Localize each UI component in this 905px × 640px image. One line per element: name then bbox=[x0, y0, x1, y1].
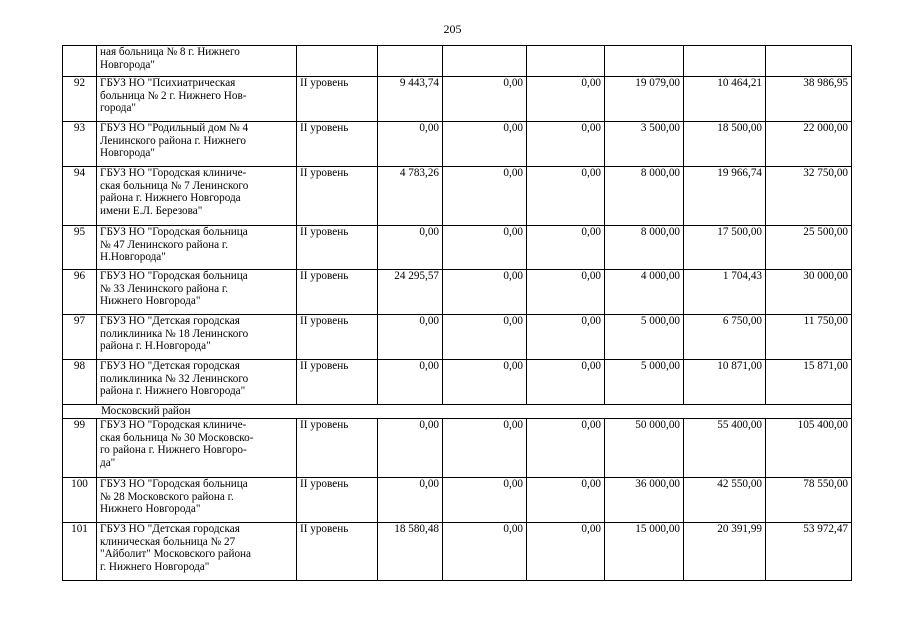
institution-name-line: поликлиника № 18 Ленинского bbox=[100, 327, 249, 340]
amount-col-3: 0,00 bbox=[527, 478, 605, 523]
amount-total: 11 750,00 bbox=[766, 315, 852, 360]
amount-col-2: 0,00 bbox=[443, 270, 527, 315]
amount-total: 105 400,00 bbox=[766, 419, 852, 478]
amount-total: 38 986,95 bbox=[766, 77, 852, 122]
row-number: 94 bbox=[63, 167, 97, 226]
amount-col-4: 5 000,00 bbox=[605, 315, 684, 360]
care-level: II уровень bbox=[297, 478, 378, 523]
table-row bbox=[63, 478, 852, 523]
care-level: II уровень bbox=[297, 77, 378, 122]
institution-name-line: ГБУЗ НО "Детская городская bbox=[100, 523, 240, 535]
amount-col-1: 9 443,74 bbox=[378, 77, 443, 122]
table-row bbox=[63, 360, 852, 405]
institution-name-line: ГБУЗ НО "Городская клиниче- bbox=[100, 167, 247, 179]
institution-name-line: ГБУЗ НО "Детская городская bbox=[100, 315, 240, 327]
table-row bbox=[63, 419, 852, 478]
institution-name bbox=[97, 226, 297, 270]
amount-col-2: 0,00 bbox=[443, 226, 527, 270]
institution-name-line: ная больница № 8 г. Нижнего bbox=[100, 46, 240, 58]
institution-name-line: имени Е.Л. Березова" bbox=[100, 204, 203, 217]
institution-name-line: Н.Новгорода" bbox=[100, 251, 166, 263]
institution-name bbox=[97, 360, 297, 405]
care-level: II уровень bbox=[297, 315, 378, 360]
amount-col-1: 4 783,26 bbox=[378, 167, 443, 226]
row-number: 92 bbox=[63, 77, 97, 122]
amount-col-4: 3 500,00 bbox=[605, 122, 684, 167]
row-number: 99 bbox=[63, 419, 97, 478]
institution-name-line: ГБУЗ НО "Городская больница bbox=[100, 226, 248, 238]
institution-name-line: поликлиника № 32 Ленинского bbox=[100, 372, 249, 385]
row-number: 93 bbox=[63, 122, 97, 167]
institution-name-line: г. Нижнего Новгорода" bbox=[100, 560, 210, 573]
amount-total: 78 550,00 bbox=[766, 478, 852, 523]
amount-col-4: 5 000,00 bbox=[605, 360, 684, 405]
table-body bbox=[63, 46, 852, 581]
institution-name-line: Новгорода" bbox=[100, 147, 155, 159]
amount-total: 53 972,47 bbox=[766, 523, 852, 581]
amount-col-5: 10 464,21 bbox=[684, 77, 766, 122]
care-level: II уровень bbox=[297, 270, 378, 315]
page-number: 205 bbox=[443, 22, 462, 36]
amount-col-1: 0,00 bbox=[378, 419, 443, 478]
table-row bbox=[63, 315, 852, 360]
amount-col-5: 6 750,00 bbox=[684, 315, 766, 360]
institution-name bbox=[97, 122, 297, 167]
amount-col-5: 1 704,43 bbox=[684, 270, 766, 315]
institution-name-line: ГБУЗ НО "Городская клиниче- bbox=[100, 419, 247, 431]
row-number: 100 bbox=[63, 478, 97, 523]
institution-name-line: ГБУЗ НО "Городская больница bbox=[100, 478, 248, 490]
institution-name-line: района г. Нижнего Новгорода" bbox=[100, 385, 246, 397]
table-row bbox=[63, 523, 852, 581]
institution-name-line: Новгорода" bbox=[100, 58, 155, 71]
amount-col-4: 8 000,00 bbox=[605, 226, 684, 270]
amount-col-5: 55 400,00 bbox=[684, 419, 766, 478]
amount-col-1 bbox=[378, 46, 443, 77]
institution-name bbox=[97, 46, 297, 77]
amount-col-5: 10 871,00 bbox=[684, 360, 766, 405]
amount-col-1: 0,00 bbox=[378, 360, 443, 405]
amount-col-5: 19 966,74 bbox=[684, 167, 766, 226]
institution-name-line: да" bbox=[100, 456, 116, 469]
amount-col-5: 20 391,99 bbox=[684, 523, 766, 581]
amount-col-1: 24 295,57 bbox=[378, 270, 443, 315]
amount-col-1: 0,00 bbox=[378, 122, 443, 167]
table-row bbox=[63, 270, 852, 315]
institution-name bbox=[97, 315, 297, 360]
amount-col-5 bbox=[684, 46, 766, 77]
amount-col-1: 18 580,48 bbox=[378, 523, 443, 581]
institution-name-line: Ленинского района г. Нижнего bbox=[100, 134, 247, 147]
amount-col-4: 19 079,00 bbox=[605, 77, 684, 122]
amount-total bbox=[766, 46, 852, 77]
institution-name-line: района г. Н.Новгорода" bbox=[100, 340, 211, 352]
table-row bbox=[63, 46, 852, 77]
table-row bbox=[63, 226, 852, 270]
amount-col-2: 0,00 bbox=[443, 478, 527, 523]
row-number: 101 bbox=[63, 523, 97, 581]
amount-col-2 bbox=[443, 46, 527, 77]
amount-total: 15 871,00 bbox=[766, 360, 852, 405]
institution-name-line: ГБУЗ НО "Городская больница bbox=[100, 270, 248, 282]
institution-name bbox=[97, 478, 297, 523]
institution-name bbox=[97, 167, 297, 226]
amount-col-2: 0,00 bbox=[443, 419, 527, 478]
amount-col-5: 42 550,00 bbox=[684, 478, 766, 523]
amount-col-2: 0,00 bbox=[443, 167, 527, 226]
amount-col-3: 0,00 bbox=[527, 419, 605, 478]
amount-col-2: 0,00 bbox=[443, 315, 527, 360]
row-number: 96 bbox=[63, 270, 97, 315]
district-row bbox=[63, 405, 852, 419]
funding-table bbox=[62, 45, 852, 581]
amount-col-2: 0,00 bbox=[443, 523, 527, 581]
institution-name bbox=[97, 523, 297, 581]
institution-name-line: "Айболит" Московского района bbox=[100, 548, 251, 560]
amount-col-1: 0,00 bbox=[378, 315, 443, 360]
institution-name-line: Нижнего Новгорода" bbox=[100, 503, 201, 515]
institution-name-line: ГБУЗ НО "Родильный дом № 4 bbox=[100, 122, 249, 134]
institution-name-line: Нижнего Новгорода" bbox=[100, 295, 201, 307]
institution-name-line: № 33 Ленинского района г. bbox=[100, 282, 229, 295]
institution-name-line: ская больница № 7 Ленинского bbox=[100, 179, 249, 192]
amount-col-5: 18 500,00 bbox=[684, 122, 766, 167]
amount-col-4: 8 000,00 bbox=[605, 167, 684, 226]
table-row bbox=[63, 122, 852, 167]
amount-col-3: 0,00 bbox=[527, 523, 605, 581]
amount-col-5: 17 500,00 bbox=[684, 226, 766, 270]
care-level: II уровень bbox=[297, 360, 378, 405]
care-level: II уровень bbox=[297, 167, 378, 226]
institution-name bbox=[97, 419, 297, 478]
district-name: Московский район bbox=[63, 405, 852, 419]
row-number bbox=[63, 46, 97, 77]
institution-name bbox=[97, 77, 297, 122]
amount-col-4: 36 000,00 bbox=[605, 478, 684, 523]
amount-col-3: 0,00 bbox=[527, 315, 605, 360]
amount-total: 30 000,00 bbox=[766, 270, 852, 315]
amount-col-3: 0,00 bbox=[527, 360, 605, 405]
table-row bbox=[63, 167, 852, 226]
amount-total: 25 500,00 bbox=[766, 226, 852, 270]
amount-col-2: 0,00 bbox=[443, 77, 527, 122]
amount-total: 32 750,00 bbox=[766, 167, 852, 226]
care-level bbox=[297, 46, 378, 77]
institution-name-line: района г. Нижнего Новгорода bbox=[100, 192, 241, 204]
row-number: 98 bbox=[63, 360, 97, 405]
amount-col-4: 50 000,00 bbox=[605, 419, 684, 478]
amount-col-3: 0,00 bbox=[527, 77, 605, 122]
care-level: II уровень bbox=[297, 419, 378, 478]
amount-col-3: 0,00 bbox=[527, 270, 605, 315]
amount-col-2: 0,00 bbox=[443, 122, 527, 167]
amount-col-1: 0,00 bbox=[378, 478, 443, 523]
institution-name-line: го района г. Нижнего Новгоро- bbox=[100, 444, 247, 456]
care-level: II уровень bbox=[297, 226, 378, 270]
amount-col-3: 0,00 bbox=[527, 167, 605, 226]
table-row bbox=[63, 77, 852, 122]
amount-col-2: 0,00 bbox=[443, 360, 527, 405]
row-number: 95 bbox=[63, 226, 97, 270]
amount-col-4 bbox=[605, 46, 684, 77]
amount-col-1: 0,00 bbox=[378, 226, 443, 270]
institution-name-line: клиническая больница № 27 bbox=[100, 535, 236, 548]
care-level: II уровень bbox=[297, 523, 378, 581]
institution-name-line: ская больница № 30 Московско- bbox=[100, 431, 254, 444]
institution-name-line: № 47 Ленинского района г. bbox=[100, 238, 229, 251]
amount-col-4: 4 000,00 bbox=[605, 270, 684, 315]
amount-col-4: 15 000,00 bbox=[605, 523, 684, 581]
institution-name-line: ГБУЗ НО "Детская городская bbox=[100, 360, 240, 372]
amount-col-3 bbox=[527, 46, 605, 77]
amount-col-3: 0,00 bbox=[527, 226, 605, 270]
institution-name-line: города" bbox=[100, 102, 136, 114]
institution-name-line: ГБУЗ НО "Психиатрическая bbox=[100, 77, 236, 89]
row-number: 97 bbox=[63, 315, 97, 360]
institution-name-line: № 28 Московского района г. bbox=[100, 490, 234, 503]
institution-name bbox=[97, 270, 297, 315]
institution-name-line: больница № 2 г. Нижнего Нов- bbox=[100, 89, 247, 102]
care-level: II уровень bbox=[297, 122, 378, 167]
amount-col-3: 0,00 bbox=[527, 122, 605, 167]
amount-total: 22 000,00 bbox=[766, 122, 852, 167]
